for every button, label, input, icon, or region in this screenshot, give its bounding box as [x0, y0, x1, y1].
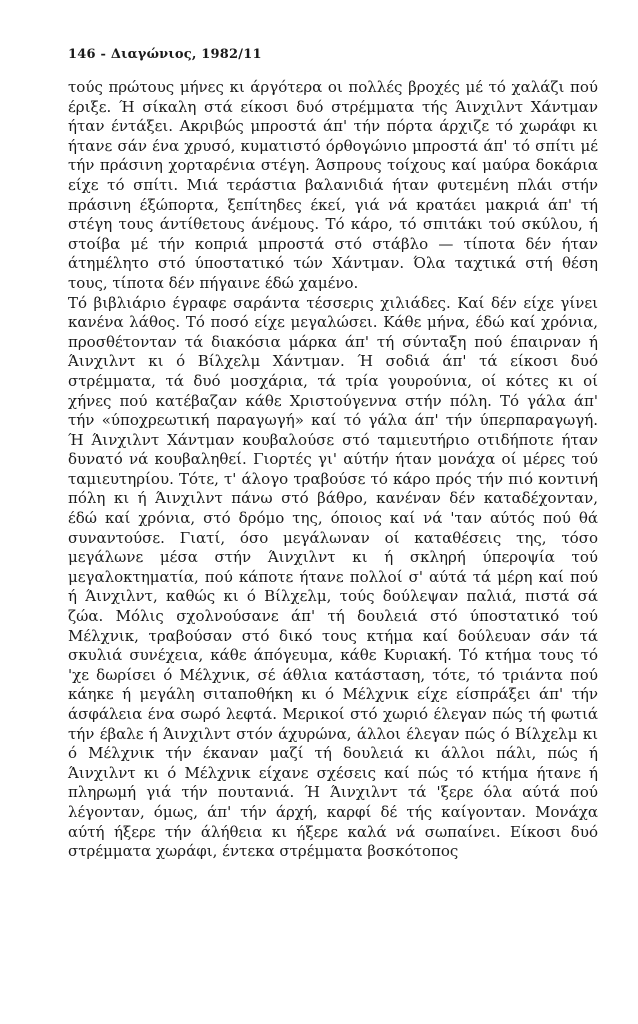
paragraph: τούς πρώτους μήνες κι άργότερα οι πολλές βροχές μέ τό χαλάζι πού έριξε. Ή σίκαλη στά είκοσι δυό στρέμματα τής Άινχιλντ Χάντμαν ήταν έντάξει. Ακριβώς μπροστά άπ' τήν πόρτα άρχιζε τό χωράφι κι ήτανε σάν ένα χρυσό, κυματιστό όρθογώνιο μπροστά άπ' τό σπίτι μέ τήν πράσινη χορταρένια στέγη. Άσπρους τοίχους καί μαύρα δοκάρια είχε τό σπίτι. Μιά τεράστια βαλανιδιά ήταν φυτεμένη πλάι στήν πράσινη έξώπορτα, ξεπίτηδες έκεί, γιά νά κρατάει μακριά άπ' τή στέγη τους άντίθετους άνέμους. Τό κάρο, τό σπιτάκι τού σκύλου, ή στοίβα μέ τήν κοπριά μπροστά στό στάβλο — τίποτα δέν ήταν άτημέλητο στό ύποστατικό τών Χάντμαν. Όλα ταχτικά στή θέση τους, τίποτα δέν πήγαινε έδώ χαμένο.	[68, 78, 598, 292]
running-header	[68, 47, 262, 62]
journal-title: Διαγώνιος, 1982/11	[110, 47, 262, 62]
body-text	[68, 78, 598, 862]
paragraph: Τό βιβλιάριο έγραφε σαράντα τέσσερις χιλιάδες. Καί δέν είχε γίνει κανένα λάθος. Τό ποσό είχε μεγαλώσει. Κάθε μήνα, έδώ καί χρόνια, προσθέτονταν τά διακόσια μάρκα άπ' τή σύνταξη πού έπαιρναν ή Άινχιλντ κι ό Βίλχελμ Χάντμαν. Ή σοδιά άπ' τά είκοσι δυό στρέμματα, τά δυό μοσχάρια, τά τρία γουρούνια, οί κότες κι οί χήνες πού κατέβαζαν κάθε Χριστούγεννα στήν πόλη. Τό γάλα άπ' τήν «ύποχρεωτική παραγωγή» καί τό γάλα άπ' τήν ύπερπαραγωγή. Ή Άινχιλντ Χάντμαν κουβαλούσε στό ταμιευτήριο οτιδήποτε ήταν δυνατό νά κουβαληθεί. Γιορτές γι' αύτήν ήταν μονάχα οί μέρες τού ταμιευτηρίου. Τότε, τ' άλογο τραβούσε τό κάρο πρός τήν πιό κοντινή πόλη κι ή Άινχιλντ πάνω στό βάθρο, κανέναν δέν καταδέχονταν, έδώ καί χρόνια, στό δρόμο της, όποιος καί νά 'ταν αύτός πού θά συναντούσε. Γιατί, όσο μεγάλωναν οί καταθέσεις της, τόσο μεγάλωνε μέσα στήν Άινχιλντ κι ή σκληρή ύπεροψία τού μεγαλοκτηματία, πού κάποτε ήτανε πολλοί σ' αύτά τά μέρη καί πού ή Άινχιλντ, καθώς κι ό Βίλχελμ, τούς δούλεψαν παλιά, πιστά σά ζώα. Μόλις σχολνούσανε άπ' τή δουλειά στό ύποστατικό τού Μέλχνικ, τραβούσαν στό δικό τους κτήμα καί δούλευαν σάν τά σκυλιά συνέχεια, κάθε άπόγευμα, κάθε Κυριακή. Τό κτήμα τους τό 'χε δωρίσει ό Μέλχνικ, σέ άθλια κατάσταση, τότε, τό τριάντα πού κάηκε ή μεγάλη σιταποθήκη κι ό Μέλχνικ είχε είσπράξει άπ' τήν άσφάλεια ένα σωρό λεφτά. Μερικοί στό χωριό έλεγαν πώς τή φωτιά τήν έβαλε ή Άινχιλντ στόν άχυρώνα, άλλοι έλεγαν πώς ό Βίλχελμ κι ό Μέλχνικ τήν έκαναν μαζί τή δουλειά κι άλλοι πάλι, πώς ή Άινχιλντ κι ό Μέλχνικ είχανε σχέσεις καί πώς τό κτήμα ήτανε ή πληρωμή γιά τήν πουτανιά. Ή Άινχιλντ τά 'ξερε όλα αύτά πού λέγονταν, όμως, άπ' τήν άρχή, καρφί δέ τής καίγονταν. Μονάχα αύτή ήξερε τήν άλήθεια κι ήξερε καλά νά σωπαίνει. Είκοσι δυό στρέμματα χωράφι, έντεκα στρέμματα βοσκότοπος	[68, 293, 598, 861]
header-separator: -	[95, 47, 111, 62]
page-number: 146	[68, 47, 96, 62]
